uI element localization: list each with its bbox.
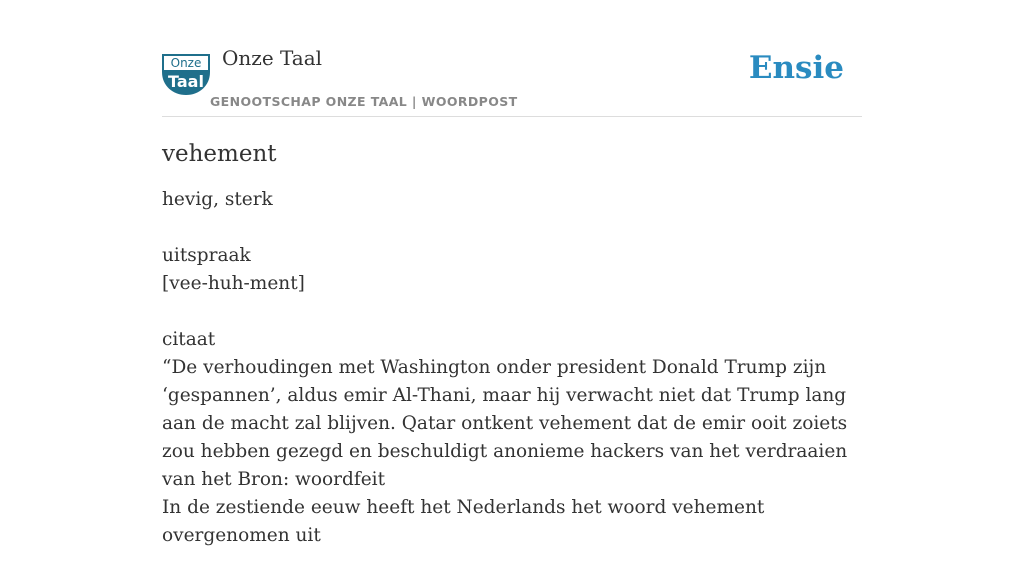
quote-text: “De verhoudingen met Washington onder president Donald Trump zijn ‘gespannen’, aldus emir Al-Thani, maar hij verwacht niet dat Trump lang aan de macht zal blijven. Qatar ontkent vehement dat de emir ooit zoiets zou hebben gezegd en beschuldigt anonieme hackers van het verdraaien van het Bron: woordfeit [162, 357, 848, 490]
definition-block [162, 186, 862, 214]
pronunciation-label: uitspraak [162, 245, 251, 266]
tagline: GENOOTSCHAP ONZE TAAL | WOORDPOST [210, 94, 518, 109]
logo-bottom-text: Taal [168, 72, 204, 91]
pronunciation-block [162, 242, 862, 298]
quote-label: citaat [162, 329, 216, 350]
site-header [162, 40, 862, 117]
definition-text: hevig, sterk [162, 189, 273, 210]
pronunciation-text: [vee-huh-ment] [162, 273, 305, 294]
onze-taal-logo[interactable] [162, 54, 210, 96]
site-name[interactable]: Onze Taal [222, 46, 323, 70]
etymology-text: In de zestiende eeuw heeft het Nederlands het woord vehement overgenomen uit [162, 497, 765, 546]
headword: vehement [162, 141, 277, 167]
logo-top-text: Onze [170, 56, 202, 70]
brand-logo[interactable]: Ensie [748, 50, 844, 86]
entry-content [162, 136, 862, 578]
quote-block [162, 326, 862, 550]
